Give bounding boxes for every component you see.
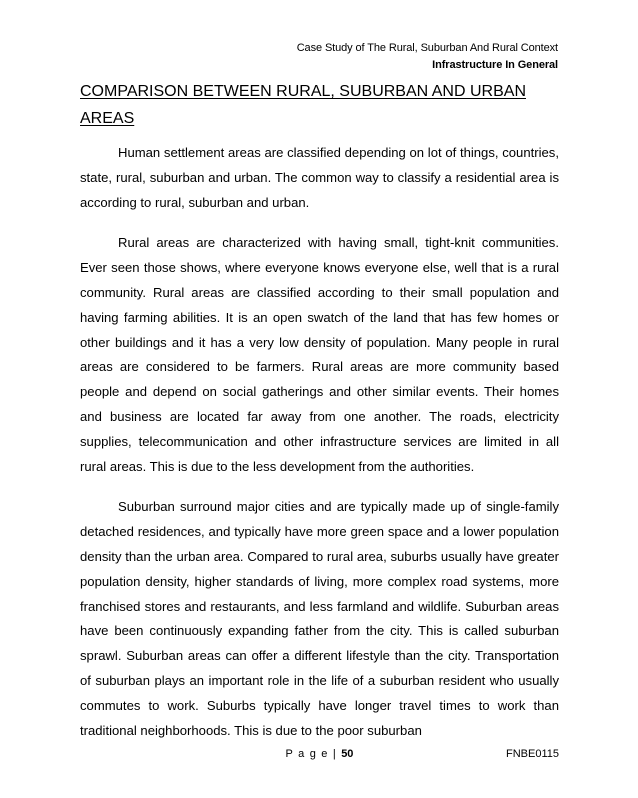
page-number: 50 <box>341 748 354 760</box>
paragraph-intro: Human settlement areas are classified depending on lot of things, countries, state, rural, suburban and urban. The common way to classify a residential area is according to rural, suburban and urban. <box>80 145 559 210</box>
header-subtitle: Infrastructure In General <box>432 59 558 71</box>
page-footer <box>80 748 559 764</box>
running-header <box>297 40 558 74</box>
section-title: COMPARISON BETWEEN RURAL, SUBURBAN AND URBAN AREAS <box>80 83 526 127</box>
page-number-area <box>80 748 559 760</box>
paragraph-suburban: Suburban surround major cities and are typically made up of single-family detached residences, and typically have more green space and a lower population density than the urban area. Compared to rural area, suburbs usually have greater population density, higher standards of living, more complex road systems, more franchised stores and restaurants, and less farmland and wildlife. Suburban areas have been continuously expanding father from the city. This is called suburban sprawl. Suburban areas can offer a different lifestyle than the city. Transportation of suburban plays an important role in the life of a suburban resident who usually commutes to work. Suburbs typically have longer travel times to work than traditional neighborhoods. This is due to the poor suburban <box>80 499 559 738</box>
course-code: FNBE0115 <box>506 748 559 760</box>
page-label: P a g e | <box>285 748 337 760</box>
body-text <box>80 141 559 759</box>
paragraph-rural: Rural areas are characterized with having small, tight-knit communities. Ever seen those shows, where everyone knows everyone else, well that is a rural community. Rural areas are classified according to their small population and having farming abilities. It is an open swatch of the land that has few homes or other buildings and it has a very low density of population. Many people in rural areas are considered to be farmers. Rural areas are more community based people and depend on social gatherings and other similar events. Their homes and business are located far away from one another. The roads, electricity supplies, telecommunication and other infrastructure services are limited in all rural areas. This is due to the less development from the authorities. <box>80 235 559 474</box>
header-case-study-title: Case Study of The Rural, Suburban And Rural Context <box>296 42 558 54</box>
